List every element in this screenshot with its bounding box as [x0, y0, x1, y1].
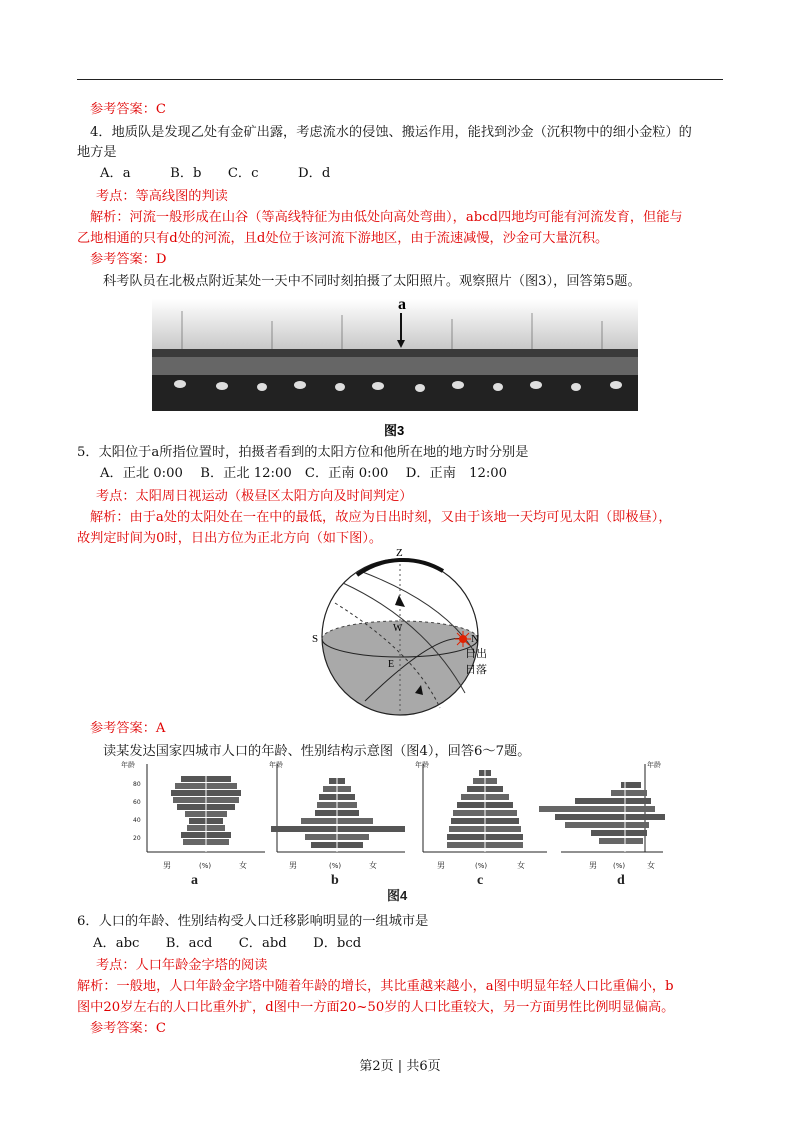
svg-text:80: 80	[133, 781, 141, 788]
svg-text:60: 60	[133, 799, 141, 806]
celestial-sphere-diagram	[305, 543, 505, 718]
q5-analysis: 解析：由于a处的太阳处在一在中的最低，故应为日出时刻，又由于该地一天均可见太阳（即极昼），	[90, 510, 672, 525]
svg-text:男: 男	[289, 861, 297, 870]
answer-3: 参考答案：C	[90, 102, 167, 117]
svg-text:b: b	[331, 873, 339, 888]
q4-point: 考点：等高线图的判读	[96, 189, 228, 204]
svg-text:女: 女	[239, 861, 247, 870]
figure-4-pyramids	[115, 756, 675, 904]
pyramid-d	[539, 760, 675, 888]
svg-text:女: 女	[517, 861, 525, 870]
svg-text:年龄: 年龄	[121, 761, 135, 769]
pyramid-c	[415, 760, 547, 888]
q67-intro: 读某发达国家四城市人口的年龄、性别结构示意图（图4），回答6～7题。	[103, 744, 531, 759]
svg-text:女: 女	[647, 861, 655, 870]
answer-4: 参考答案：D	[90, 252, 167, 267]
label-north: N	[471, 633, 479, 645]
q4-stem-cont: 地方是	[77, 145, 117, 160]
svg-text:年龄: 年龄	[269, 761, 283, 769]
label-south: S	[312, 633, 319, 645]
q6-analysis: 解析：一般地，人口年龄金字塔中随着年龄的增长，其比重越来越小，a图中明显年轻人口比重偏小，b	[77, 979, 674, 994]
q5-point: 考点：太阳周日视运动（极昼区太阳方向及时间判定）	[96, 489, 413, 504]
svg-text:d: d	[617, 873, 625, 888]
q6-analysis-cont: 图中20岁左右的人口比重外扩，d图中一方面20~50岁的人口比重较大，另一方面男性比例明显偏高。	[77, 1000, 675, 1015]
q5-options: A．正北 0:00 B．正北 12:00 C．正南 0:00 D．正南 12:00	[100, 466, 508, 481]
page-footer: 第2页 | 共6页	[359, 1059, 441, 1074]
svg-text:(%): (%)	[329, 862, 342, 870]
label-sunrise: 日出	[465, 647, 487, 660]
q6-point: 考点：人口年龄金字塔的阅读	[96, 958, 268, 973]
svg-text:40: 40	[133, 817, 141, 824]
q5-analysis-cont: 故判定时间为0时，日出方位为正北方向（如下图）。	[77, 531, 383, 546]
label-west: W	[393, 623, 403, 634]
answer-5: 参考答案：A	[90, 721, 166, 736]
pyramid-b	[269, 760, 405, 888]
svg-text:20: 20	[133, 835, 141, 842]
label-sunset: 日落	[465, 663, 487, 676]
svg-text:(%): (%)	[613, 862, 626, 870]
q4-analysis: 解析：河流一般形成在山谷（等高线特征为由低处向高处弯曲），abcd四地均可能有河流发育，但能与	[90, 210, 683, 225]
svg-text:女: 女	[369, 861, 377, 870]
svg-text:(%): (%)	[199, 862, 212, 870]
q5-intro: 科考队员在北极点附近某处一天中不同时刻拍摄了太阳照片。观察照片（图3），回答第5题。	[103, 274, 641, 289]
svg-text:年龄: 年龄	[415, 761, 429, 769]
q4-options: A．a B．b C．c D．d	[100, 166, 331, 181]
q4-analysis-cont: 乙地相通的只有d处的河流，且d处位于该河流下游地区，由于流速减慢，沙金可大量沉积。	[77, 231, 609, 246]
fig3-caption: 图3	[384, 423, 405, 438]
pyramid-a	[121, 760, 265, 888]
q6-options: A．abc B．acd C．abd D．bcd	[93, 936, 362, 951]
answer-6: 参考答案：C	[90, 1021, 167, 1036]
svg-text:(%): (%)	[475, 862, 488, 870]
q4-stem: 4．地质队是发现乙处有金矿出露，考虑流水的侵蚀、搬运作用，能找到沙金（沉积物中的细小金粒）的	[90, 125, 692, 140]
q6-stem: 6．人口的年龄、性别结构受人口迁移影响明显的一组城市是	[77, 914, 429, 929]
label-east: E	[388, 659, 395, 670]
svg-text:男: 男	[437, 861, 445, 870]
label-zenith: Z	[396, 547, 403, 559]
fig4-caption: 图4	[387, 888, 408, 903]
svg-text:男: 男	[163, 861, 171, 870]
svg-text:a: a	[191, 873, 198, 888]
q5-stem: 5．太阳位于a所指位置时，拍摄者看到的太阳方位和他所在地的地方时分别是	[77, 445, 529, 460]
svg-text:c: c	[477, 873, 484, 888]
figure-3-photo	[152, 291, 638, 441]
fig3-label-a: a	[398, 296, 406, 313]
svg-text:年龄: 年龄	[647, 761, 661, 769]
svg-text:男: 男	[589, 861, 597, 870]
header-rule	[77, 79, 723, 80]
